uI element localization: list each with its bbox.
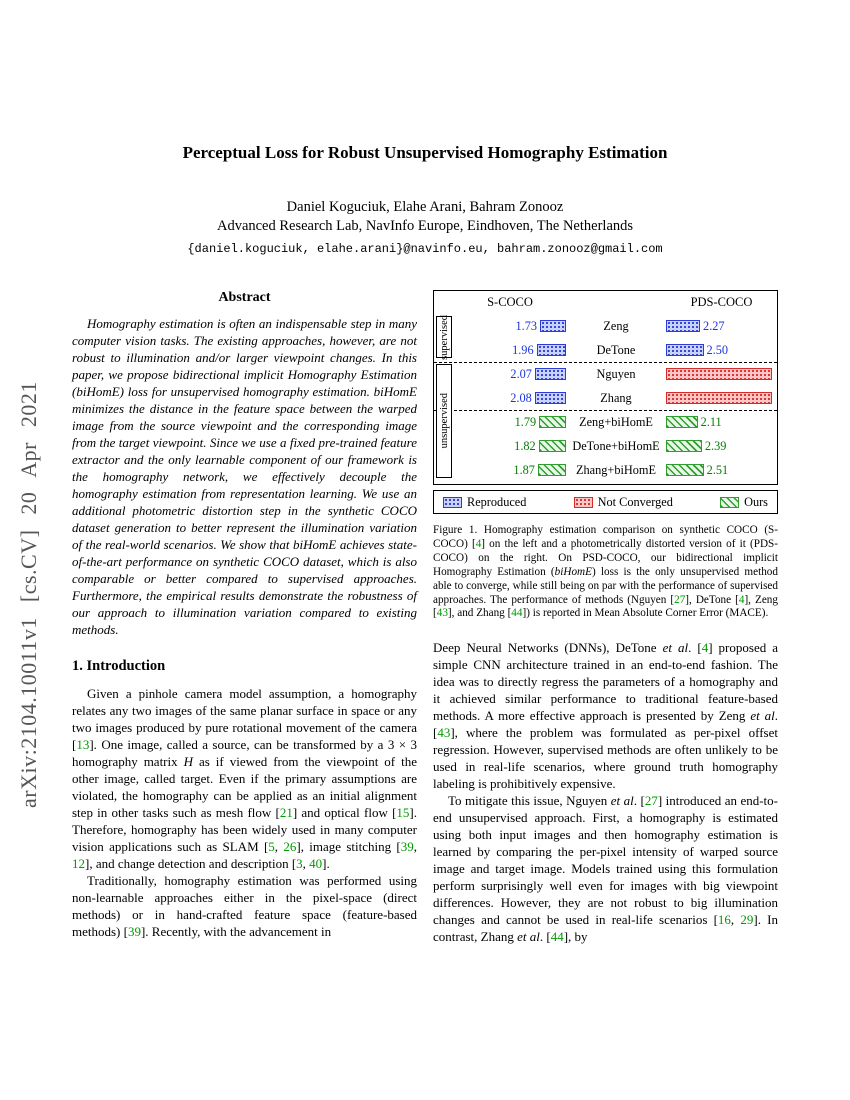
chart-row bbox=[454, 434, 777, 458]
bar-scoco bbox=[537, 344, 566, 356]
value-pdscoco: 2.50 bbox=[706, 342, 729, 357]
chart-row bbox=[454, 362, 777, 386]
legend-swatch-ours bbox=[720, 497, 739, 508]
pdscoco-cell bbox=[666, 463, 777, 478]
scoco-cell bbox=[454, 439, 566, 454]
legend-label: Reproduced bbox=[467, 494, 527, 509]
method-label: Zeng bbox=[603, 318, 629, 333]
bar-scoco bbox=[535, 392, 566, 404]
citation-link[interactable]: 4 bbox=[475, 537, 482, 550]
value-pdscoco: 2.11 bbox=[700, 414, 722, 429]
citation-link[interactable]: 44 bbox=[511, 607, 523, 620]
value-scoco: 1.87 bbox=[513, 462, 535, 477]
paragraph: Deep Neural Networks (DNNs), DeTone et al. [4] proposed a simple CNN architecture trained in an end-to-end fashion. The idea was to directly regress the parameters of a homography and it achieved similar performance to traditional feature-based methods. A more effective approach is presented by Zeng et al. [43], where the problem was formulated as per-pixel offset regression. However, supervised methods are often unlikely to be used in real-life scenarios, where ground truth homography labeling is prohibitively expensive. bbox=[433, 640, 779, 792]
dashed-separator bbox=[434, 410, 777, 411]
emails-line: {daniel.koguciuk, elahe.arani}@navinfo.eu, bahram.zonooz@gmail.com bbox=[187, 242, 663, 256]
bar-pdscoco-notconverged bbox=[666, 368, 772, 380]
paper-header bbox=[0, 0, 850, 256]
bar-pdscoco bbox=[666, 416, 698, 428]
bar-scoco bbox=[538, 464, 566, 476]
citation-link[interactable]: 4 bbox=[701, 640, 709, 656]
scoco-cell bbox=[454, 367, 566, 382]
value-scoco: 1.73 bbox=[515, 318, 538, 333]
paragraph: Given a pinhole camera model assumption, a homography relates any two images of the same planar surface in space or any two images produced by pure rotational movement of the camera [13]. One image, called a source, can be transformed by a 3 × 3 homography matrix H as if viewed from the viewpoint of the other image, called target. Even if the primary assumptions are violated, the homography can be applied as an initial alignment step in other tasks such as mesh flow [21] and optical flow [15]. Therefore, homography has been widely used in many computer vision applications such as SLAM [5, 26], image stitching [39, 12], and change detection and description [3, 40]. bbox=[72, 686, 418, 871]
left-column bbox=[72, 290, 417, 945]
figure-caption: Figure 1. Homography estimation comparison on synthetic COCO (S-COCO) [4] on the left and a photometrically distorted version of it (PDS-COCO) on the right. On PSD-COCO, our bidirectional implicit Homography Estimation (biHomE) loss is the only unsupervised method able to converge, while still being on par with the performance of supervised approaches. The performance of methods (Nguyen [27], DeTone [4], Zeng [43], and Zhang [44]) is reported in Mean Absolute Corner Error (MACE). bbox=[433, 524, 778, 620]
value-scoco: 2.07 bbox=[510, 366, 532, 381]
bar-pdscoco-notconverged bbox=[666, 392, 772, 404]
citation-link[interactable]: 15 bbox=[396, 805, 410, 820]
two-column-body bbox=[0, 290, 850, 945]
scoco-cell bbox=[454, 415, 566, 430]
method-label: Zhang+biHomE bbox=[575, 462, 657, 477]
group-label-supervised bbox=[436, 316, 452, 358]
pdscoco-cell bbox=[666, 392, 777, 404]
paragraph: Traditionally, homography estimation was performed using non-learnable approaches either in the pixel-space (direct methods) or in hand-crafted feature space (feature-based methods) [39]. Recently, with the advancement in bbox=[72, 873, 417, 939]
bar-pdscoco bbox=[666, 464, 704, 476]
method-label: Nguyen bbox=[596, 366, 636, 381]
chart bbox=[433, 290, 778, 485]
right-column bbox=[433, 290, 778, 945]
citation-link[interactable]: 3 bbox=[296, 856, 303, 871]
bar-scoco bbox=[539, 416, 566, 428]
legend-label: Ours bbox=[744, 494, 768, 509]
value-scoco: 1.79 bbox=[514, 414, 537, 429]
citation-link[interactable]: 12 bbox=[72, 856, 85, 871]
citation-link[interactable]: 4 bbox=[738, 593, 745, 606]
bar-scoco bbox=[535, 368, 566, 380]
citation-link[interactable]: 39 bbox=[127, 924, 141, 939]
section-heading-introduction: 1. Introduction bbox=[72, 658, 166, 674]
group-label-text: supervised bbox=[438, 314, 450, 360]
value-scoco: 2.08 bbox=[510, 390, 532, 405]
chart-header bbox=[454, 291, 777, 314]
column-header-pdscoco: PDS-COCO bbox=[690, 295, 753, 309]
legend-item bbox=[574, 495, 673, 510]
chart-rows bbox=[454, 314, 777, 482]
bar-pdscoco bbox=[666, 440, 702, 452]
legend-item bbox=[443, 495, 526, 510]
paragraph: To mitigate this issue, Nguyen et al. [27] introduced an end-to-end unsupervised approach. First, a homography is estimated using both input images and then homography estimation is learned by comparing the per-pixel intensity of warped source image and target image. Models trained using this formulation perform surprisingly well even for images with big viewpoint differences. However, they are not robust to big illumination changes and cannot be used in real-life scenarios [16, 29]. In contrast, Zhang et al. [44], by bbox=[433, 793, 778, 945]
scoco-cell bbox=[454, 391, 566, 406]
bar-scoco bbox=[539, 440, 566, 452]
paper-title: Perceptual Loss for Robust Unsupervised Homography Estimation bbox=[182, 143, 668, 162]
value-pdscoco: 2.39 bbox=[704, 438, 727, 453]
bar-scoco bbox=[540, 320, 566, 332]
method-label: Zhang bbox=[600, 390, 632, 405]
chart-row bbox=[454, 314, 777, 338]
chart-row bbox=[454, 338, 777, 362]
value-pdscoco: 2.51 bbox=[706, 462, 729, 477]
pdscoco-cell bbox=[666, 368, 777, 380]
citation-link[interactable]: 29 bbox=[740, 912, 754, 928]
group-label-text: unsupervised bbox=[438, 393, 450, 449]
method-label: Zeng+biHomE bbox=[579, 414, 653, 429]
citation-link[interactable]: 27 bbox=[644, 793, 658, 809]
citation-link[interactable]: 27 bbox=[674, 593, 686, 606]
citation-link[interactable]: 21 bbox=[279, 805, 293, 820]
citation-link[interactable]: 13 bbox=[76, 737, 90, 752]
scoco-cell bbox=[454, 319, 566, 334]
citation-link[interactable]: 43 bbox=[437, 725, 451, 741]
affiliation-line: Advanced Research Lab, NavInfo Europe, Eindhoven, The Netherlands bbox=[216, 218, 634, 234]
citation-link[interactable]: 43 bbox=[436, 607, 448, 620]
bar-pdscoco bbox=[666, 344, 704, 356]
method-label: DeTone bbox=[596, 342, 636, 357]
pdscoco-cell bbox=[666, 415, 777, 430]
scoco-cell bbox=[454, 343, 566, 358]
column-header-scoco: S-COCO bbox=[487, 295, 533, 309]
legend-swatch-reproduced bbox=[443, 497, 462, 508]
chart-legend bbox=[433, 490, 778, 514]
scoco-cell bbox=[454, 463, 566, 478]
chart-row bbox=[454, 386, 777, 410]
authors-line: Daniel Koguciuk, Elahe Arani, Bahram Zonooz bbox=[286, 199, 564, 215]
pdscoco-cell bbox=[666, 319, 777, 334]
citation-link[interactable]: 39 bbox=[400, 839, 414, 854]
citation-link[interactable]: 44 bbox=[550, 929, 564, 945]
value-pdscoco: 2.27 bbox=[703, 318, 725, 333]
pdscoco-cell bbox=[666, 439, 777, 454]
method-label: DeTone+biHomE bbox=[572, 438, 660, 453]
pdscoco-cell bbox=[666, 343, 777, 358]
arxiv-watermark: arXiv:2104.10011v1 [cs.CV] 20 Apr 2021 bbox=[16, 381, 41, 808]
legend-label: Not Converged bbox=[597, 494, 673, 509]
legend-item bbox=[720, 495, 768, 510]
abstract-heading: Abstract bbox=[218, 290, 271, 305]
citation-link[interactable]: 16 bbox=[717, 912, 731, 928]
citation-link[interactable]: 40 bbox=[309, 856, 323, 871]
group-label-unsupervised bbox=[436, 364, 452, 478]
value-scoco: 1.82 bbox=[514, 438, 536, 453]
chart-row bbox=[454, 410, 777, 434]
figure-1 bbox=[433, 290, 778, 621]
dashed-separator bbox=[434, 362, 777, 363]
legend-swatch-not_converged bbox=[574, 497, 593, 508]
citation-link[interactable]: 5 bbox=[268, 839, 275, 854]
bar-pdscoco bbox=[666, 320, 700, 332]
abstract-text: Homography estimation is often an indispensable step in many computer vision tasks. The existing approaches, however, are not robust to illumination and/or larger viewpoint changes. In this paper, we propose bidirectional implicit Homography Estimation (biHomE) loss for unsupervised homography estimation. biHomE minimizes the distance in the feature space between the warped image from the source viewpoint and the corresponding image from the target viewpoint. Since we use a fixed pre-trained feature extractor and the only learnable component of our framework is the homography network, we effectively decouple the homography estimation from representation learning. We use an additional photometric distortion step in the synthetic COCO dataset generation to better represent the illumination variation of the real-world scenarios. We show that biHomE achieves state-of-the-art performance on synthetic COCO dataset, which is also comparable or better compared to supervised approaches. Furthermore, the empirical results demonstrate the robustness of our approach to illumination variation compared to existing methods. bbox=[72, 316, 417, 637]
chart-row bbox=[454, 458, 777, 482]
value-scoco: 1.96 bbox=[512, 342, 534, 357]
citation-link[interactable]: 26 bbox=[283, 839, 297, 854]
